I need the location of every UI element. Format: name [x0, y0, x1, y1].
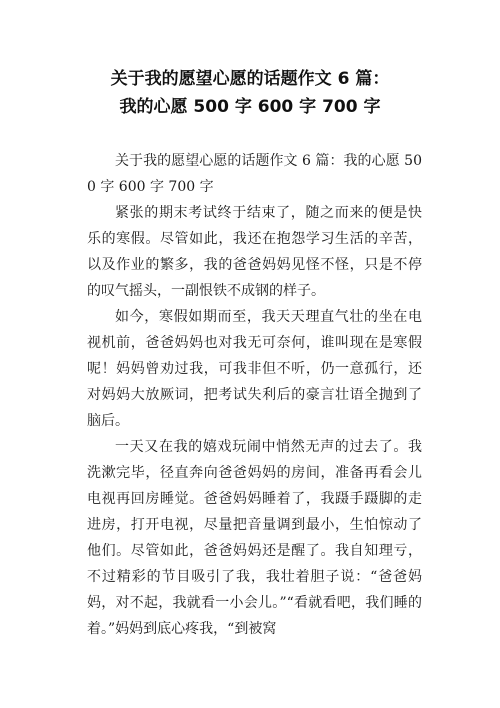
paragraph-2: 紧张的期末考试终于结束了，随之而来的便是快乐的寒假。尽管如此，我还在抱怨学习生活的辛苦，以及作业的繁多，我的爸爸妈妈见怪不怪，只是不停的叹气摇头，一副恨铁不成钢的样子。	[87, 205, 422, 299]
document-title-line-1: 关于我的愿望心愿的话题作文 6 篇：	[110, 69, 390, 89]
paragraph-1: 关于我的愿望心愿的话题作文 6 篇：我的心愿 500 字 600 字 700 字	[87, 153, 422, 195]
paragraph-3: 如今，寒假如期而至，我天天理直气壮的坐在电视机前，爸爸妈妈也对我无可奈何，谁叫现在是寒假呢！妈妈曾劝过我，可我非但不听，仍一意孤行，还对妈妈大放厥词，把考试失利后的豪言壮语全抛到了脑后。	[87, 309, 422, 429]
document-body	[87, 148, 422, 642]
paragraph-4: 一天又在我的嬉戏玩闹中悄然无声的过去了。我洗漱完毕，径直奔向爸爸妈妈的房间，准备再看会儿电视再回房睡觉。爸爸妈妈睡着了，我蹑手蹑脚的走进房，打开电视，尽量把音量调到最小，生怕惊动了他们。尽管如此，爸爸妈妈还是醒了。我自知理亏，不过精彩的节目吸引了我，我壮着胆子说：“爸爸妈妈，对不起，我就看一小会儿。”“看就看吧，我们睡的着。”妈妈到底心疼我，“到被窝	[87, 439, 422, 637]
document-title-line-2: 我的心愿 500 字 600 字 700 字	[119, 97, 381, 117]
